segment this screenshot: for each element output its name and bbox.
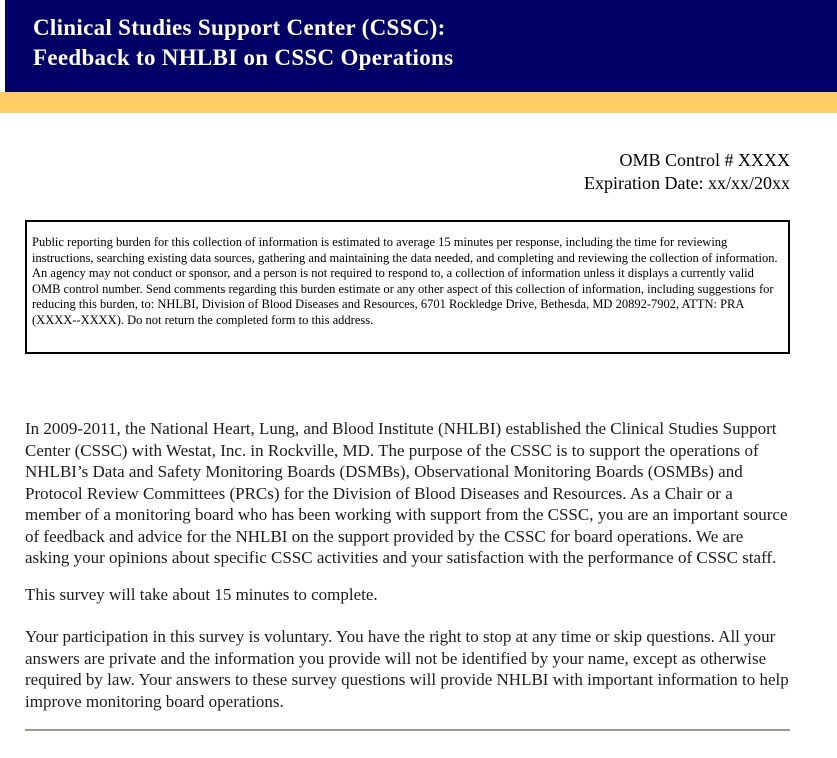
burden-statement-box <box>25 220 790 354</box>
page-title <box>33 13 827 73</box>
omb-expiration-date: Expiration Date: xx/xx/20xx <box>584 173 790 193</box>
document-body <box>0 149 837 731</box>
page-title-line2: Feedback to NHLBI on CSSC Operations <box>33 45 454 70</box>
omb-control-number: OMB Control # XXXX <box>619 150 790 170</box>
burden-statement-text: Public reporting burden for this collection of information is estimated to average 15 minutes per response, including the time for reviewing instructions, searching existing data sources, gathering and maintaining the data needed, and completing and reviewing the collection of information. An agency may not conduct or sponsor, and a person is not required to respond to, a collection of information unless it displays a currently valid OMB control number. Send comments regarding this burden estimate or any other aspect of this collection of information, including suggestions for reducing this burden, to: NHLBI, Division of Blood Diseases and Resources, 6701 Rockledge Drive, Bethesda, MD 20892-7902, ATTN: PRA (XXXX--XXXX). Do not return the completed form to this address. <box>32 235 778 327</box>
omb-block <box>25 149 790 195</box>
accent-stripe <box>0 92 837 113</box>
privacy-paragraph: Your participation in this survey is voluntary. You have the right to stop at any time or skip questions. All your answers are private and the information you provide will not be identified by your name, except as otherwise required by law. Your answers to these survey questions will provide NHLBI with important information to help improve monitoring board operations. <box>25 627 789 711</box>
survey-duration-paragraph: This survey will take about 15 minutes to complete. <box>25 584 378 604</box>
footer-divider <box>25 729 790 731</box>
intro-paragraph: In 2009-2011, the National Heart, Lung, and Blood Institute (NHLBI) established the Clinical Studies Support Center (CSSC) with Westat, Inc. in Rockville, MD. The purpose of the CSSC is to support the operations of NHLBI’s Data and Safety Monitoring Boards (DSMBs), Observational Monitoring Boards (OSMBs) and Protocol Review Committees (PRCs) for the Division of Blood Diseases and Resources. As a Chair or a member of a monitoring board who has been working with support from the CSSC, you are an important source of feedback and advice for the NHLBI on the support provided by the CSSC for board operations. We are asking your opinions about specific CSSC activities and your satisfaction with the performance of CSSC staff. <box>25 419 788 567</box>
page-title-line1: Clinical Studies Support Center (CSSC): <box>33 15 446 40</box>
page-header <box>5 0 837 92</box>
